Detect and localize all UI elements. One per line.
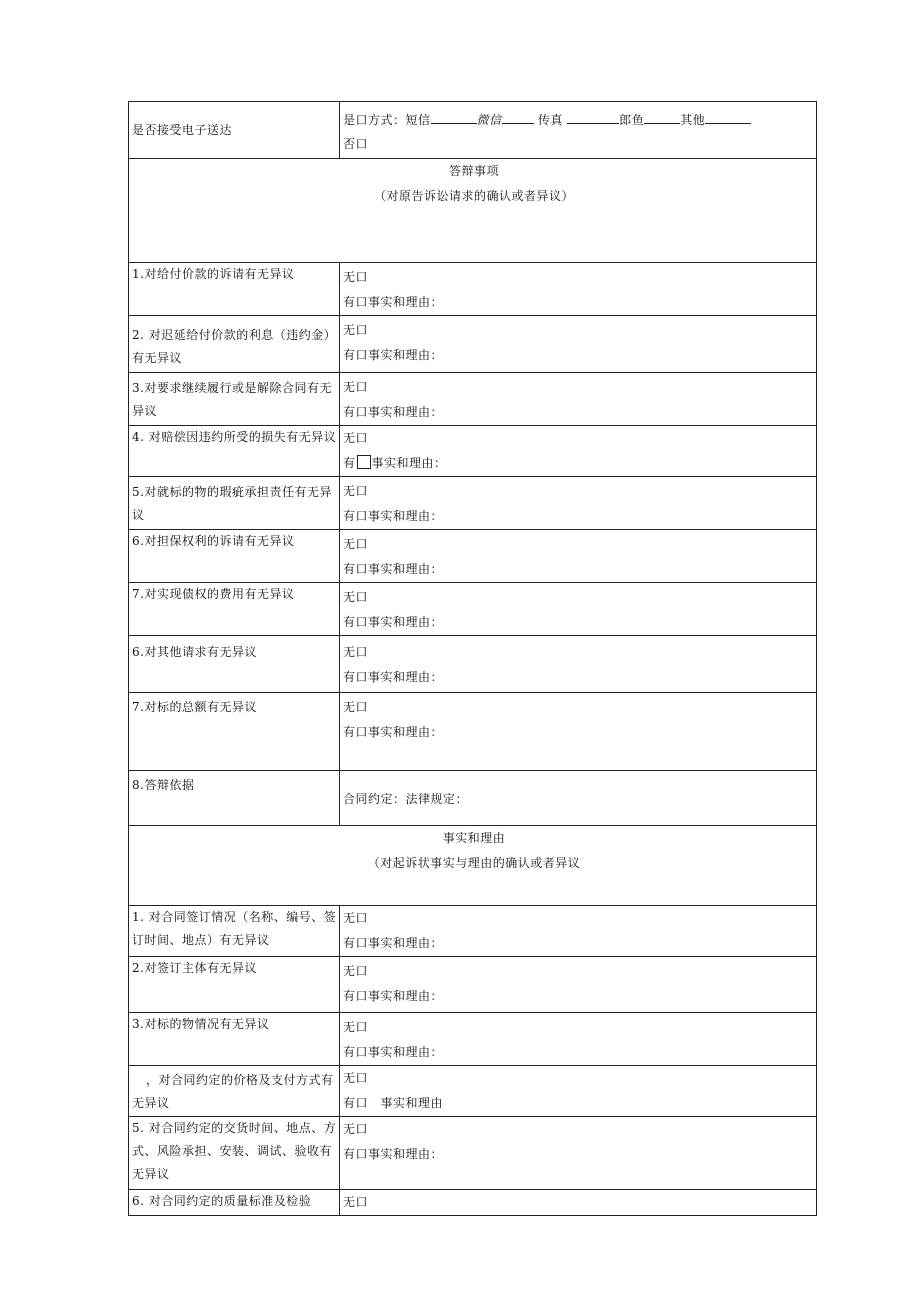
fact-label: 2.对签订主体有无异议 [129,957,340,1013]
no-objection-option[interactable]: 无口 [343,700,369,714]
defense-basis-label: 8.答辩依据 [129,771,340,826]
claim-label: 6.对担保权利的诉请有无异议 [129,530,340,583]
no-objection-option[interactable]: 无口 [343,484,369,498]
no-objection-option[interactable]: 无口 [343,380,369,394]
no-objection-option[interactable]: 无口 [343,431,369,445]
has-objection-option[interactable]: 有口事实和理由： [343,725,444,739]
claim-label: 7.对实现债权的费用有无异议 [129,583,340,636]
claim-answer [340,693,817,771]
no-objection-option[interactable]: 无口 [343,1122,369,1136]
no-objection-option[interactable]: 无口 [343,911,369,925]
claim-answer [340,530,817,583]
has-objection-option[interactable]: 有口 事实和理由 [343,1096,444,1110]
electronic-delivery-options [340,102,817,159]
claim-label: 5.对就标的物的瑕疵承担责任有无异议 [129,477,340,530]
section-defense-title: 答辩事项 [448,164,499,178]
fact-row [129,1190,817,1216]
fact-label: 6. 对合同约定的质量标准及检验 [129,1190,340,1216]
fact-label: 3.对标的物情况有无异议 [129,1013,340,1066]
has-objection-option[interactable]: 有口事实和理由： [343,615,444,629]
no-objection-option[interactable]: 无口 [343,590,369,604]
delivery-method-line [343,108,816,132]
fact-answer [340,1066,817,1117]
claim-row [129,263,817,316]
claim-row [129,426,817,477]
fax-blank[interactable] [567,110,619,124]
has-objection-option[interactable]: 有口事实和理由： [343,509,444,523]
section-facts-header [129,826,817,906]
section-defense-subtitle: （对原告诉讼请求的确认或者异议） [373,189,574,203]
claim-answer [340,477,817,530]
fact-row [129,1117,817,1190]
section-defense-header-row [129,159,817,263]
claim-answer [340,263,817,316]
fact-label: ，对合同约定的价格及支付方式有无异议 [129,1066,340,1117]
has-objection-option[interactable] [343,451,816,476]
has-objection-option[interactable]: 有口事实和理由： [343,1147,444,1161]
section-defense-header [129,159,817,263]
fact-answer [340,1117,817,1190]
claim-label: 3.对要求继续履行或是解除合同有无异议 [129,373,340,426]
claim-row [129,477,817,530]
no-objection-option[interactable]: 无口 [343,1195,369,1209]
fact-row [129,957,817,1013]
delivery-no-option[interactable]: 否口 [343,137,369,151]
has-objection-option[interactable]: 有口事实和理由： [343,989,444,1003]
fact-label: 1. 对合同签订情况（名称、编号、签订时间、地点）有无异议 [129,906,340,957]
fact-row [129,1066,817,1117]
email-label: 郎鱼 [619,113,645,127]
fact-answer [340,1013,817,1066]
has-objection-option[interactable]: 有口事实和理由： [343,936,444,950]
other-label: 其他 [680,113,706,127]
no-objection-option[interactable]: 无口 [343,537,369,551]
fax-label: 传真 [537,113,563,127]
claim-label: 6.对其他请求有无异议 [129,636,340,693]
no-objection-option[interactable]: 无口 [343,645,369,659]
no-objection-option[interactable]: 无口 [343,323,369,337]
claim-row [129,530,817,583]
fact-label: 5. 对合同约定的交货时间、地点、方式、风险承担、安装、调试、验收有无异议 [129,1117,340,1190]
claim-row [129,636,817,693]
section-facts-header-row [129,826,817,906]
defense-basis-row [129,771,817,826]
claim-answer [340,583,817,636]
no-objection-option[interactable]: 无口 [343,1071,369,1085]
section-facts-title: 事实和理由 [442,831,506,845]
no-objection-option[interactable]: 无口 [343,964,369,978]
checkbox-icon[interactable] [357,455,371,469]
claim-answer [340,373,817,426]
wechat-blank[interactable] [502,110,534,124]
has-objection-option[interactable]: 有口事实和理由： [343,295,444,309]
claim-label: 4. 对赔偿因违约所受的损失有无异议 [129,426,340,477]
has-objection-option[interactable]: 有口事实和理由： [343,670,444,684]
has-objection-option[interactable]: 有口事实和理由： [343,562,444,576]
sms-blank[interactable] [431,110,477,124]
no-objection-option[interactable]: 无口 [343,270,369,284]
no-objection-option[interactable]: 无口 [343,1020,369,1034]
has-label: 有 [343,456,356,470]
claim-answer [340,426,817,477]
claim-label: 7.对标的总额有无异议 [129,693,340,771]
claim-label: 2. 对迟延给付价款的利息（违约金）有无异议 [129,316,340,373]
has-objection-option[interactable]: 有口事实和理由： [343,1045,444,1059]
wechat-label: 微信 [476,113,502,127]
has-objection-option[interactable]: 有口事实和理由： [343,405,444,419]
claim-row [129,316,817,373]
electronic-delivery-row [129,102,817,159]
fact-answer [340,957,817,1013]
other-blank[interactable] [705,110,751,124]
claim-answer [340,636,817,693]
defense-basis-content[interactable]: 合同约定：法律规定： [340,771,817,826]
answer-form-table [128,101,817,1216]
fact-answer [340,906,817,957]
delivery-yes-option[interactable]: 是口方式：短信 [343,113,431,127]
claim-row [129,583,817,636]
section-facts-subtitle: （对起诉状事实与理由的确认或者异议 [367,856,581,870]
reason-label: 事实和理由： [371,456,447,470]
claim-row [129,373,817,426]
fact-row [129,906,817,957]
email-blank[interactable] [644,110,680,124]
claim-label: 1.对给付价款的诉请有无异议 [129,263,340,316]
has-objection-option[interactable]: 有口事实和理由： [343,348,444,362]
claim-answer [340,316,817,373]
fact-answer [340,1190,817,1216]
claim-row [129,693,817,771]
electronic-delivery-label: 是否接受电子送达 [129,102,340,159]
fact-row [129,1013,817,1066]
